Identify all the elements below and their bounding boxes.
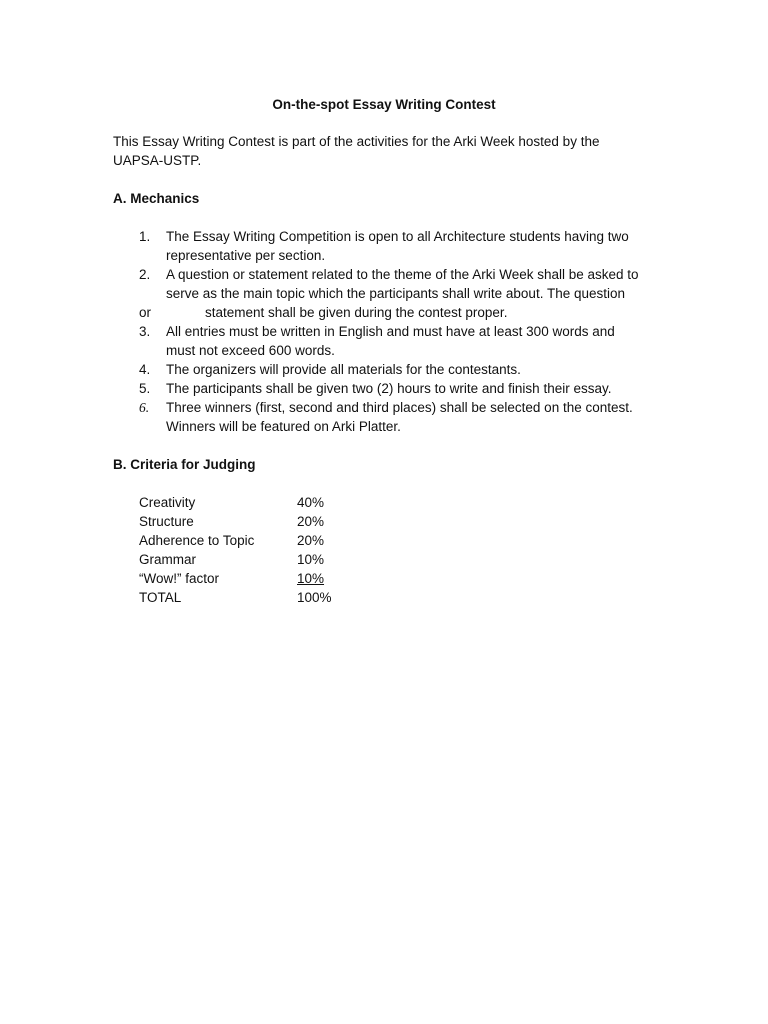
section-b-heading: B. Criteria for Judging [113,457,256,472]
criteria-value: 20% [297,533,325,548]
list-item [139,398,679,436]
list-item-number: 5. [139,381,151,396]
list-item-text: Three winners (first, second and third places) shall be selected on the contest. [166,400,633,415]
list-item-text: Winners will be featured on Arki Platter. [166,419,401,434]
list-item-text: A question or statement related to the theme of the Arki Week shall be asked to [166,267,639,282]
criteria-row [139,512,324,531]
criteria-name: Adherence to Topic [139,533,255,548]
criteria-value: 20% [297,514,325,529]
criteria-row [139,569,324,588]
list-item-text: statement shall be given during the contest proper. [205,305,508,320]
list-item [139,379,679,398]
criteria-name: Creativity [139,495,196,510]
criteria-row [139,550,324,569]
list-item-number: 2. [139,267,151,282]
list-item-text: serve as the main topic which the participants shall write about. The question [166,286,625,301]
or-word: or [139,305,152,320]
list-item [139,360,679,379]
criteria-value: 40% [297,495,325,510]
list-item-number: 4. [139,362,151,377]
list-item-text: representative per section. [166,248,326,263]
criteria-value: 100% [297,590,332,605]
list-item [139,322,679,360]
list-item-text: The participants shall be given two (2) hours to write and finish their essay. [166,381,612,396]
criteria-name: “Wow!” factor [139,571,220,586]
criteria-name: Grammar [139,552,196,567]
intro-line: This Essay Writing Contest is part of the activities for the Arki Week hosted by the [113,134,600,149]
list-item [139,265,679,303]
intro-line: UAPSA-USTP. [113,153,202,168]
criteria-row [139,531,324,550]
list-item-continuation [139,303,507,322]
criteria-value: 10% [297,552,325,567]
list-item-number: 3. [139,324,151,339]
list-item [139,227,679,265]
list-item-number: 1. [139,229,151,244]
list-item-number: 6. [139,400,150,415]
document-title: On-the-spot Essay Writing Contest [272,97,496,112]
section-a-heading: A. Mechanics [113,191,200,206]
criteria-name: Structure [139,514,194,529]
list-item-text: All entries must be written in English and must have at least 300 words and [166,324,615,339]
criteria-total-row [139,588,332,607]
criteria-value: 10% [297,571,325,586]
criteria-row [139,493,324,512]
list-item-text: The Essay Writing Competition is open to all Architecture students having two [166,229,629,244]
intro-paragraph [113,132,653,170]
criteria-name: TOTAL [139,590,182,605]
list-item-text: The organizers will provide all materials for the contestants. [166,362,521,377]
list-item-text: must not exceed 600 words. [166,343,335,358]
